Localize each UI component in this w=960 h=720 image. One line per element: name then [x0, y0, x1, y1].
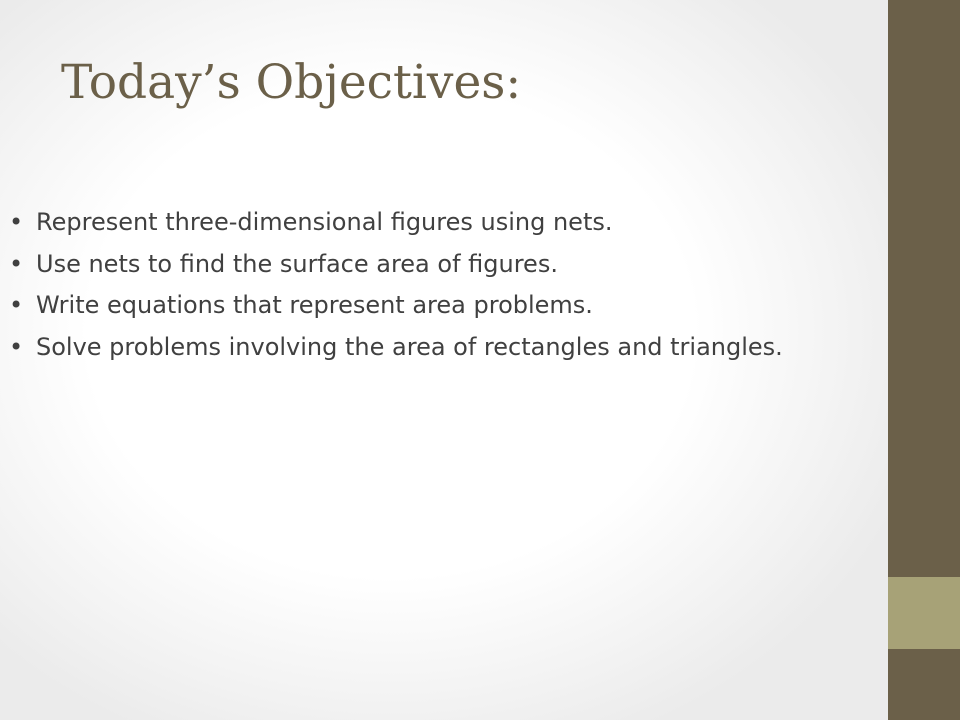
slide-title: Today’s Objectives: — [61, 55, 522, 110]
bullet-icon: • — [9, 249, 24, 278]
objective-text: Use nets to find the surface area of figures. — [36, 249, 558, 278]
objectives-list — [9, 202, 869, 368]
objective-text: Write equations that represent area problems. — [36, 291, 593, 319]
objective-text: Solve problems involving the area of rectangles and triangles. — [36, 332, 783, 361]
list-item — [9, 202, 869, 244]
bullet-icon: • — [9, 208, 24, 236]
list-item — [9, 285, 869, 327]
list-item — [9, 327, 869, 369]
objective-text: Represent three-dimensional figures using nets. — [36, 208, 613, 236]
sidebar-decoration — [888, 0, 960, 720]
bullet-icon: • — [9, 332, 24, 361]
sidebar-accent-block — [888, 577, 960, 649]
bullet-icon: • — [9, 291, 24, 319]
list-item — [9, 244, 869, 286]
